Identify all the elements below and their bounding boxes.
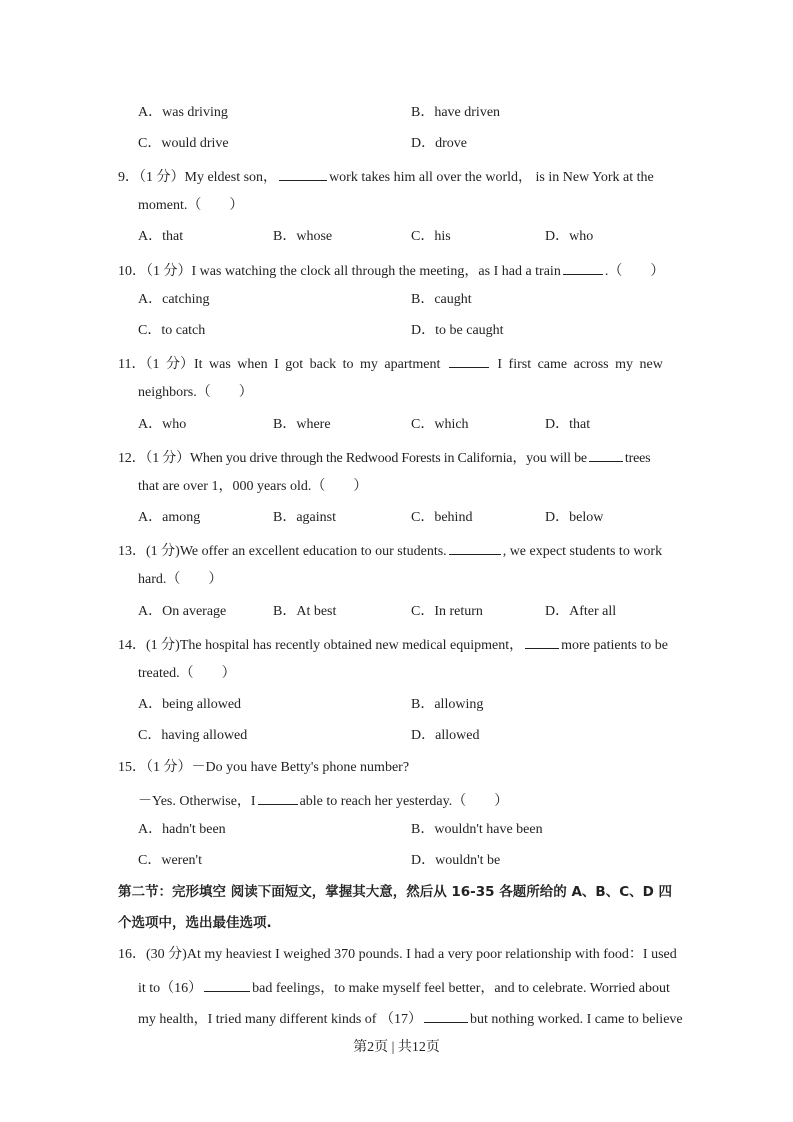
q12-stem: 12．（1 分）When you drive through the Redwood Forests in California，you will be trees — [118, 447, 650, 468]
page-footer: 第2页 | 共12页 — [353, 1040, 440, 1055]
q13-option-c: C．In return — [411, 604, 483, 619]
q11-blank — [449, 353, 489, 368]
q10-stem: 10．（1 分）I was watching the clock all through the meeting，as I had a train .（ ） — [118, 260, 664, 281]
q13-blank — [449, 540, 501, 555]
q8-option-d: D．drove — [411, 136, 468, 151]
q15-stem-line2: －Yes. Otherwise，I able to reach her yesterday.（ ） — [138, 790, 508, 811]
q10-option-a: A．catching — [138, 292, 210, 307]
q15-option-b: B．wouldn't have been — [411, 822, 543, 837]
q14-option-b: B．allowing — [411, 697, 484, 712]
q12-option-b: B．against — [273, 510, 336, 525]
q9-stem: 9．（1 分）My eldest son， work takes him all over the world， is in New York at the — [118, 166, 654, 187]
q8-option-c: C．would drive — [138, 136, 229, 151]
q12-blank — [589, 447, 623, 462]
q9-stem-line2: moment.（ ） — [138, 198, 244, 213]
q14-stem: 14．(1 分)The hospital has recently obtained new medical equipment， more patients to be — [118, 634, 668, 655]
q10-option-c: C．to catch — [138, 323, 206, 338]
q10-option-d: D．to be caught — [411, 323, 504, 338]
q13-option-d: D．After all — [545, 604, 617, 619]
q12-option-a: A．among — [138, 510, 201, 525]
q14-option-a: A．being allowed — [138, 697, 242, 712]
q13-option-b: B．At best — [273, 604, 337, 619]
q8-option-a: A．was driving — [138, 105, 228, 120]
q16-blank-17 — [424, 1008, 468, 1023]
q9-option-a: A．that — [138, 229, 184, 244]
q15-option-d: D．wouldn't be — [411, 853, 501, 868]
q15-option-c: C．weren't — [138, 853, 202, 868]
q14-option-c: C．having allowed — [138, 728, 248, 743]
q15-blank — [258, 790, 298, 805]
q16-passage-line3: my health，I tried many different kinds of （17） but nothing worked. I came to believe — [138, 1008, 683, 1029]
q11-stem-line2: neighbors.（ ） — [138, 385, 253, 400]
q13-stem-line2: hard.（ ） — [138, 572, 223, 587]
q11-stem: 11．（1 分）It was when I got back to my apartment I first came across my new — [118, 353, 663, 374]
q9-option-c: C．his — [411, 229, 451, 244]
q11-option-c: C．which — [411, 417, 469, 432]
q10-blank — [563, 260, 603, 275]
q14-stem-line2: treated.（ ） — [138, 666, 236, 681]
q16-passage-line2: it to（16） bad feelings，to make myself feel better，and to celebrate. Worried about — [138, 977, 670, 998]
q15-stem: 15．（1 分）－Do you have Betty's phone number? — [118, 760, 410, 775]
q15-option-a: A．hadn't been — [138, 822, 226, 837]
q9-option-d: D．who — [545, 229, 594, 244]
q11-option-a: A．who — [138, 417, 187, 432]
q13-option-a: A．On average — [138, 604, 227, 619]
q9-blank — [279, 166, 327, 181]
section-2-heading: 第二节：完形填空 阅读下面短文，掌握其大意，然后从 16-35 各题所给的 A、B、C、D 四 — [118, 884, 673, 900]
q12-option-c: C．behind — [411, 510, 473, 525]
q11-option-b: B．where — [273, 417, 331, 432]
q16-passage-line1: 16．(30 分)At my heaviest I weighed 370 pounds. I had a very poor relationship with food：I used — [118, 947, 677, 962]
q12-option-d: D．below — [545, 510, 604, 525]
q12-stem-line2: that are over 1，000 years old.（ ） — [138, 479, 368, 494]
q14-blank — [525, 634, 559, 649]
q10-option-b: B．caught — [411, 292, 472, 307]
q13-stem: 13．(1 分)We offer an excellent education to our students. , we expect students to work — [118, 540, 662, 561]
q14-option-d: D．allowed — [411, 728, 480, 743]
q11-option-d: D．that — [545, 417, 591, 432]
q16-blank-16 — [204, 977, 250, 992]
q9-option-b: B．whose — [273, 229, 333, 244]
q8-option-b: B．have driven — [411, 105, 501, 120]
section-2-heading-line2: 个选项中，选出最佳选项. — [118, 915, 272, 931]
